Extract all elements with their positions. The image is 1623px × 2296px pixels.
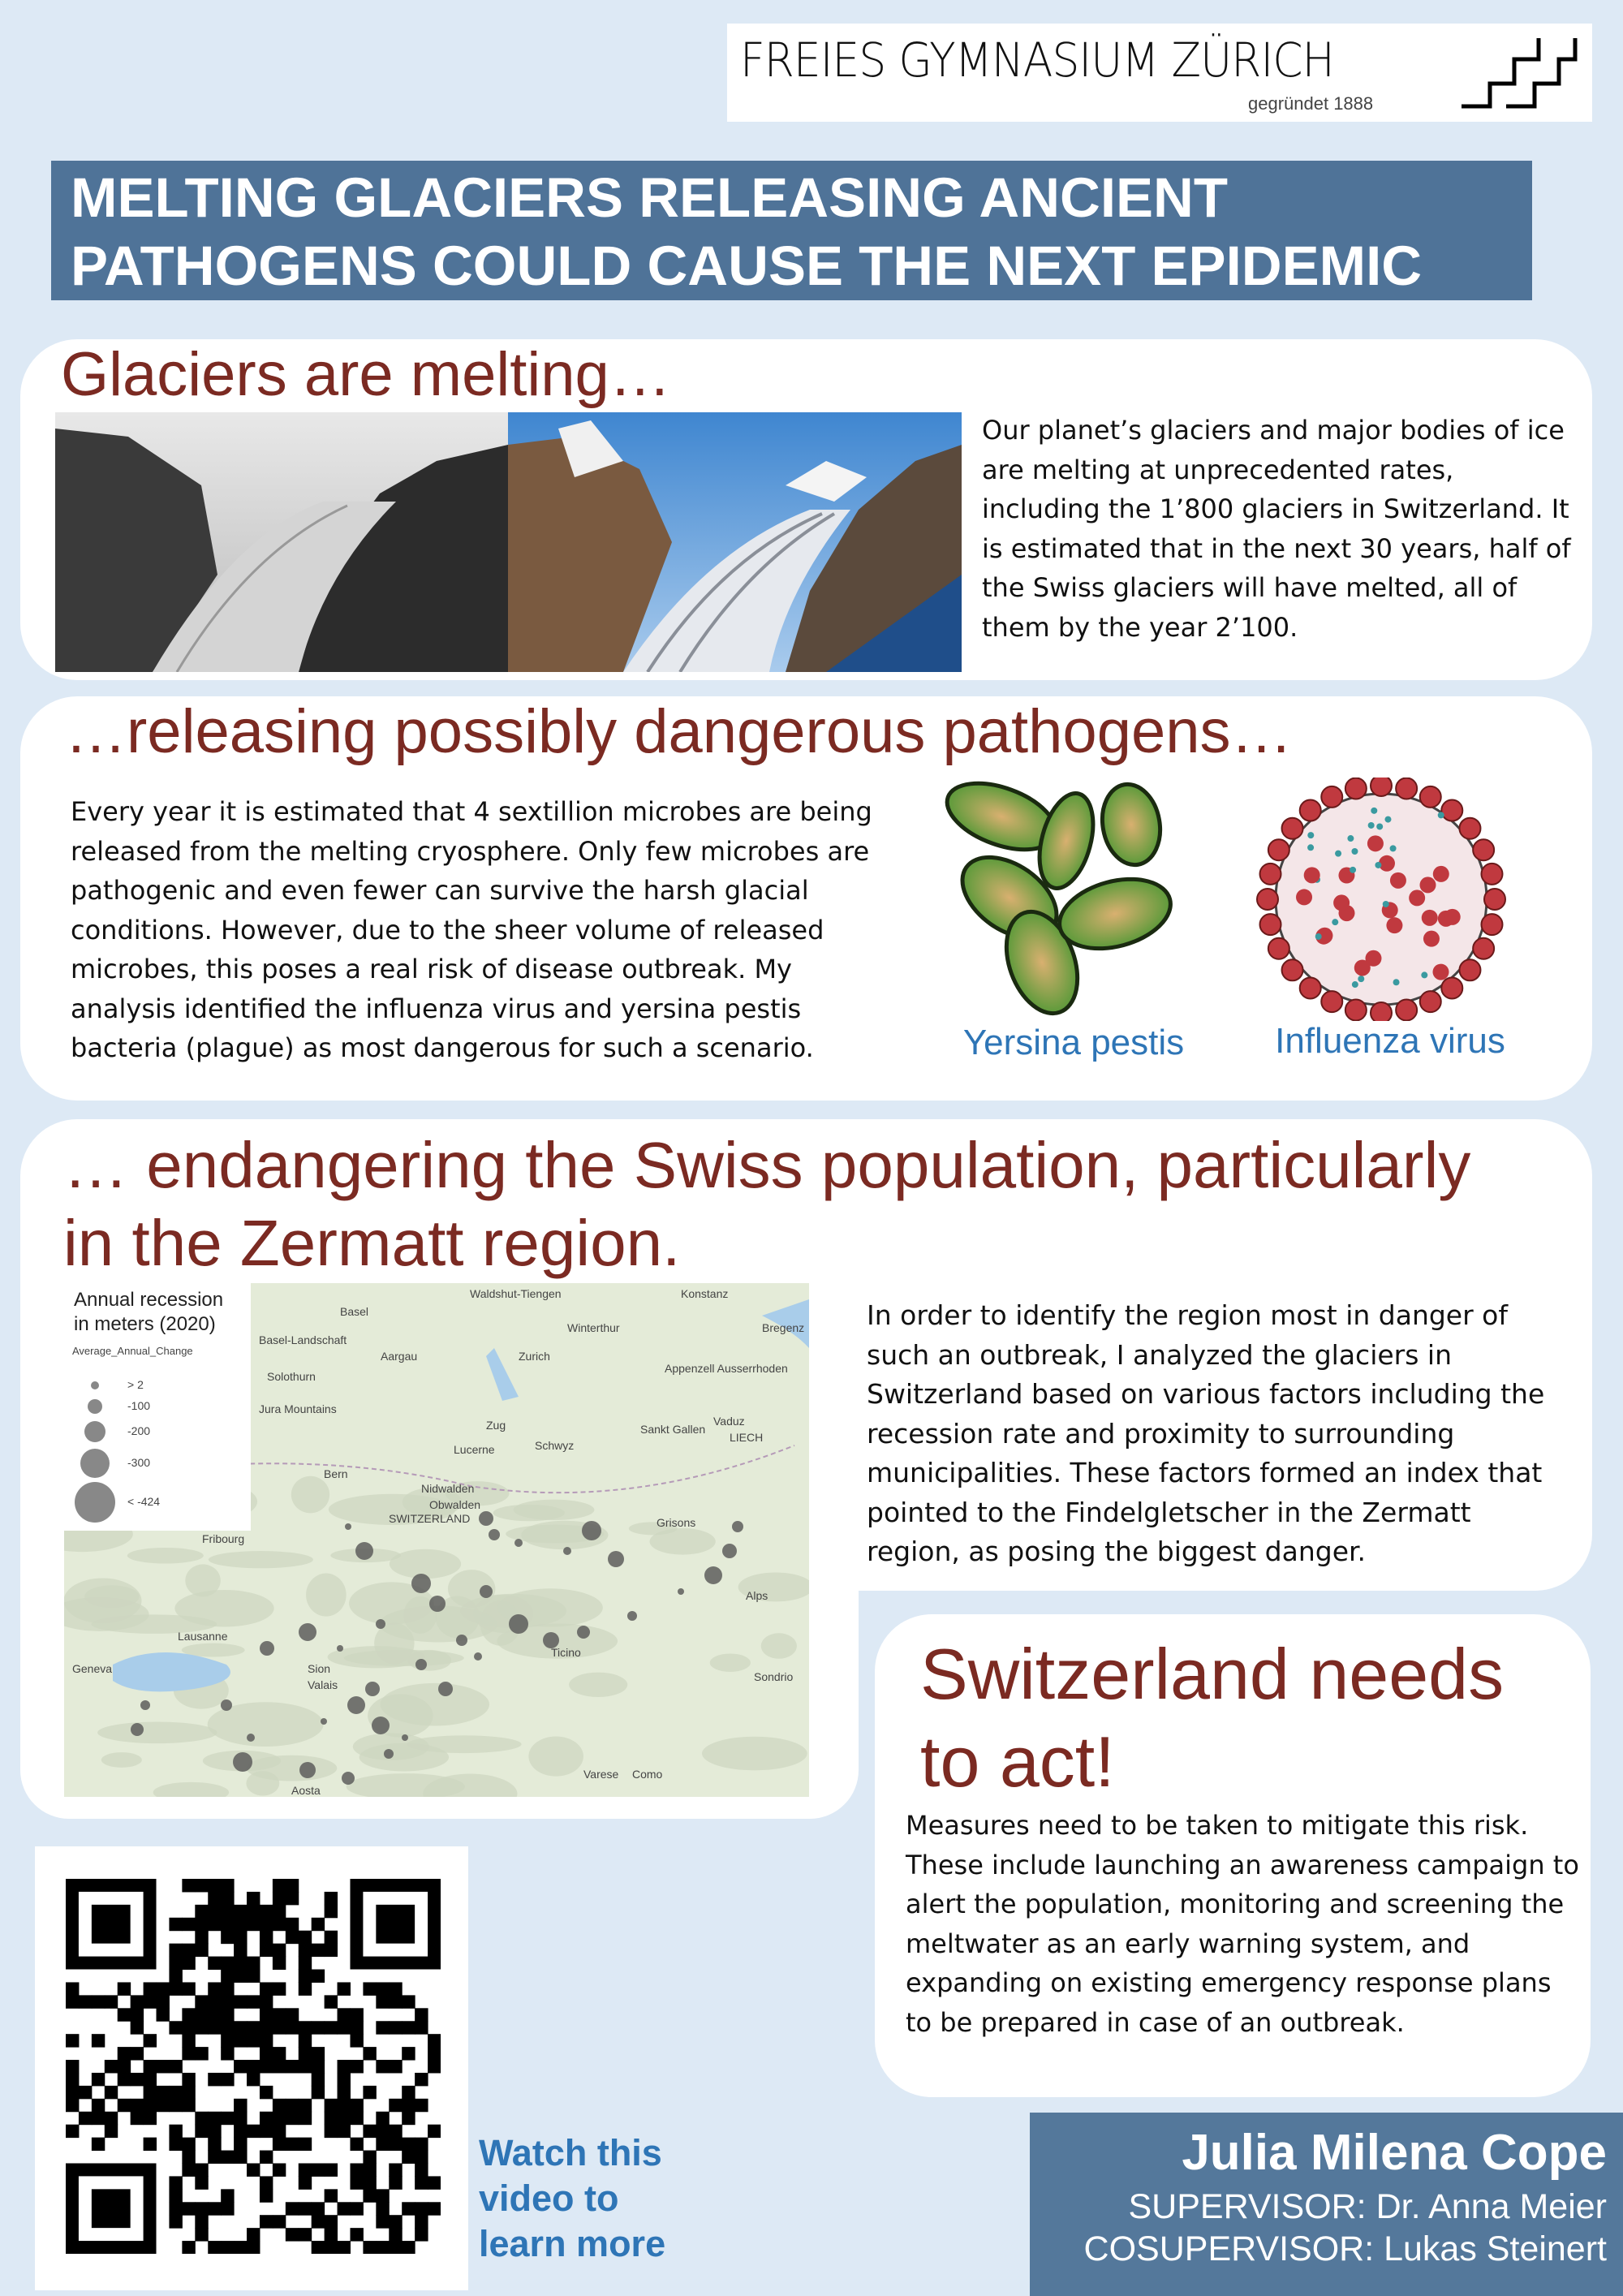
legend-title-line: Annual recession bbox=[74, 1289, 224, 1311]
map-place-label: Zug bbox=[486, 1419, 506, 1432]
legend-field: Average_Annual_Change bbox=[72, 1345, 193, 1357]
glacier-point bbox=[337, 1645, 343, 1652]
map-place-label: Waldshut-Tiengen bbox=[470, 1287, 562, 1300]
legend-circle bbox=[88, 1399, 102, 1414]
influenza-virus-icon bbox=[1239, 778, 1523, 1021]
map-place-label: Basel-Landschaft bbox=[259, 1333, 347, 1346]
section-text: Our planet’s glaciers and major bodies of ice are melting at unprecedented rates, including the 1’800 glaciers in Switzerland. It is estimated that in the next 30 years, half of the Swiss glaciers will have melted, all of them by the year 2’100. bbox=[982, 415, 1571, 643]
glacier-point bbox=[438, 1682, 453, 1696]
section-heading: Glaciers are melting… bbox=[61, 340, 671, 409]
map-place-label: Alps bbox=[746, 1589, 768, 1602]
map-place-label: Lucerne bbox=[454, 1443, 495, 1456]
legend-circle bbox=[84, 1421, 105, 1442]
section-pathogens bbox=[20, 696, 1592, 1101]
title-line-2: PATHOGENS COULD CAUSE THE NEXT EPIDEMIC bbox=[71, 235, 1423, 297]
map-legend bbox=[64, 1283, 251, 1531]
glacier-point bbox=[140, 1700, 150, 1710]
map-place-label: Jura Mountains bbox=[259, 1402, 337, 1415]
video-link-line: learn more bbox=[479, 2223, 666, 2264]
glacier-point bbox=[514, 1539, 523, 1547]
legend-label: -200 bbox=[127, 1424, 151, 1437]
map-place-label: Basel bbox=[340, 1305, 369, 1318]
map-place-label: Lausanne bbox=[178, 1630, 228, 1643]
video-qr-code[interactable] bbox=[35, 1846, 468, 2290]
glacier-point bbox=[563, 1547, 571, 1555]
glacier-point bbox=[582, 1521, 601, 1540]
map-place-label: Aosta bbox=[291, 1784, 321, 1797]
map-place-label: Aargau bbox=[381, 1350, 418, 1363]
video-link-line: video to bbox=[479, 2178, 619, 2219]
map-place-label: SWITZERLAND bbox=[389, 1512, 471, 1525]
author-name: Julia Milena Cope bbox=[1182, 2125, 1607, 2181]
section-heading bbox=[920, 1630, 1504, 1806]
glacier-point bbox=[247, 1734, 255, 1742]
glacier-point bbox=[260, 1641, 274, 1656]
glacier-point bbox=[608, 1551, 624, 1567]
label-yersinia: Yersina pestis bbox=[962, 1023, 1185, 1062]
map-place-label: Vaduz bbox=[713, 1415, 745, 1428]
logo-founded: gegründet 1888 bbox=[1248, 93, 1374, 114]
map-place-label: Sankt Gallen bbox=[640, 1423, 706, 1436]
glacier-point bbox=[489, 1529, 500, 1540]
map-place-label: Bern bbox=[324, 1467, 348, 1480]
section-heading-1: … endangering the Swiss population, particularly bbox=[63, 1129, 1471, 1201]
section-text: Measures need to be taken to mitigate this risk. These include launching an awareness campaign to alert the population, monitoring and screening the meltwater as an early warning system, and expanding on existing emergency response plans to be prepared in case of an outbreak. bbox=[906, 1810, 1579, 2038]
glacier-point bbox=[411, 1574, 431, 1593]
label-influenza: Influenza virus bbox=[1275, 1021, 1505, 1061]
glacier-point bbox=[429, 1596, 446, 1612]
glacier-point bbox=[402, 1734, 408, 1741]
glacier-point bbox=[355, 1542, 373, 1560]
legend-circle bbox=[75, 1482, 115, 1523]
video-link-line: Watch this bbox=[479, 2132, 662, 2173]
map-place-label: Appenzell Ausserrhoden bbox=[665, 1362, 788, 1375]
legend-label: -100 bbox=[127, 1399, 151, 1412]
glacier-point bbox=[321, 1718, 327, 1725]
map-place-label: Varese bbox=[583, 1768, 619, 1781]
map-place-label: Como bbox=[632, 1768, 663, 1781]
glacier-point bbox=[299, 1623, 316, 1641]
section-glaciers bbox=[20, 339, 1592, 680]
glacier-point bbox=[347, 1696, 365, 1714]
map-place-label: Fribourg bbox=[202, 1532, 245, 1545]
glacier-point bbox=[678, 1588, 684, 1595]
supervisor: SUPERVISOR: Dr. Anna Meier bbox=[1128, 2187, 1607, 2226]
glacier-point bbox=[474, 1652, 482, 1661]
glacier-point bbox=[509, 1614, 528, 1634]
section-text: In order to identify the region most in danger of such an outbreak, I analyzed the glaciers in Switzerland based on various factors including the recession rate and proximity to surrounding municipalities. These factors formed an index that pointed to the Findelgletscher in the Zermatt region, as posing the biggest danger. bbox=[867, 1299, 1545, 1567]
yersinia-bacteria-icon bbox=[936, 768, 1180, 1027]
glacier-point bbox=[480, 1585, 493, 1598]
map-place-label: Konstanz bbox=[681, 1287, 729, 1300]
map-place-label: Nidwalden bbox=[421, 1482, 475, 1495]
map-place-label: Geneva bbox=[72, 1662, 113, 1675]
glacier-point bbox=[372, 1717, 390, 1734]
logo-name: FREIES GYMNASIUM ZÜRICH bbox=[740, 32, 1334, 88]
stairs-logo-icon bbox=[1457, 35, 1579, 112]
glacier-point bbox=[456, 1635, 467, 1646]
glacier-point bbox=[299, 1762, 316, 1778]
glacier-point bbox=[221, 1699, 232, 1711]
glacier-point bbox=[342, 1772, 355, 1785]
glacier-point bbox=[415, 1659, 427, 1670]
map-place-label: Bregenz bbox=[762, 1321, 805, 1334]
legend-label: -300 bbox=[127, 1456, 151, 1469]
map-place-label: Zurich bbox=[519, 1350, 550, 1363]
legend-circle bbox=[91, 1381, 99, 1389]
legend-label: > 2 bbox=[127, 1378, 144, 1391]
glacier-point bbox=[384, 1749, 394, 1759]
map-place-label: Valais bbox=[308, 1678, 338, 1691]
qr-code-icon[interactable] bbox=[66, 1879, 441, 2254]
glacier-point bbox=[627, 1611, 637, 1621]
glacier-comparison-photo bbox=[55, 412, 962, 672]
section-heading: …releasing possibly dangerous pathogens… bbox=[65, 697, 1293, 766]
section-text: Every year it is estimated that 4 sextillion microbes are being released from the melting cryosphere. Only few microbes are pathogenic and even fewer can survive the harsh glacial conditions. However, due to the sheer volume of released microbes, this poses a real risk of disease outbreak. My analysis identified the influenza virus and yersina pestis bacteria (plague) as most dangerous for such a scenario. bbox=[71, 796, 872, 1063]
map-place-label: Sion bbox=[308, 1662, 331, 1675]
glacier-point bbox=[131, 1723, 144, 1736]
glacier-point bbox=[479, 1511, 493, 1526]
map-place-label: Grisons bbox=[657, 1516, 696, 1529]
legend-title bbox=[74, 1288, 223, 1337]
glacier-point bbox=[233, 1752, 252, 1772]
glacier-point bbox=[732, 1521, 743, 1532]
section-action bbox=[875, 1614, 1591, 2097]
map-place-label: LIECH bbox=[730, 1431, 764, 1444]
map-place-label: Ticino bbox=[551, 1646, 581, 1659]
school-logo bbox=[727, 24, 1592, 122]
glacier-point bbox=[577, 1626, 590, 1639]
map-place-label: Winterthur bbox=[567, 1321, 620, 1334]
legend-label: < -424 bbox=[127, 1495, 161, 1508]
legend-title-line: in meters (2020) bbox=[74, 1313, 216, 1335]
map-place-label: Obwalden bbox=[429, 1498, 481, 1511]
heading-line: Switzerland needs bbox=[920, 1634, 1505, 1714]
map-place-label: Schwyz bbox=[535, 1439, 575, 1452]
title-banner bbox=[51, 161, 1532, 300]
video-link[interactable] bbox=[479, 2130, 665, 2267]
glacier-point bbox=[365, 1682, 380, 1696]
cosupervisor: COSUPERVISOR: Lukas Steinert bbox=[1083, 2229, 1607, 2268]
map-place-label: Sondrio bbox=[754, 1670, 794, 1683]
glacier-point bbox=[704, 1566, 722, 1584]
glacier-point bbox=[376, 1619, 385, 1629]
glacier-point bbox=[345, 1523, 351, 1530]
map-place-label: Solothurn bbox=[267, 1370, 316, 1383]
glacier-point bbox=[722, 1544, 737, 1558]
author-box bbox=[1030, 2113, 1623, 2296]
legend-circle bbox=[80, 1449, 110, 1478]
section-heading-2: in the Zermatt region. bbox=[63, 1207, 681, 1279]
heading-line: to act! bbox=[920, 1721, 1115, 1802]
title-line-1: MELTING GLACIERS RELEASING ANCIENT bbox=[71, 166, 1229, 229]
